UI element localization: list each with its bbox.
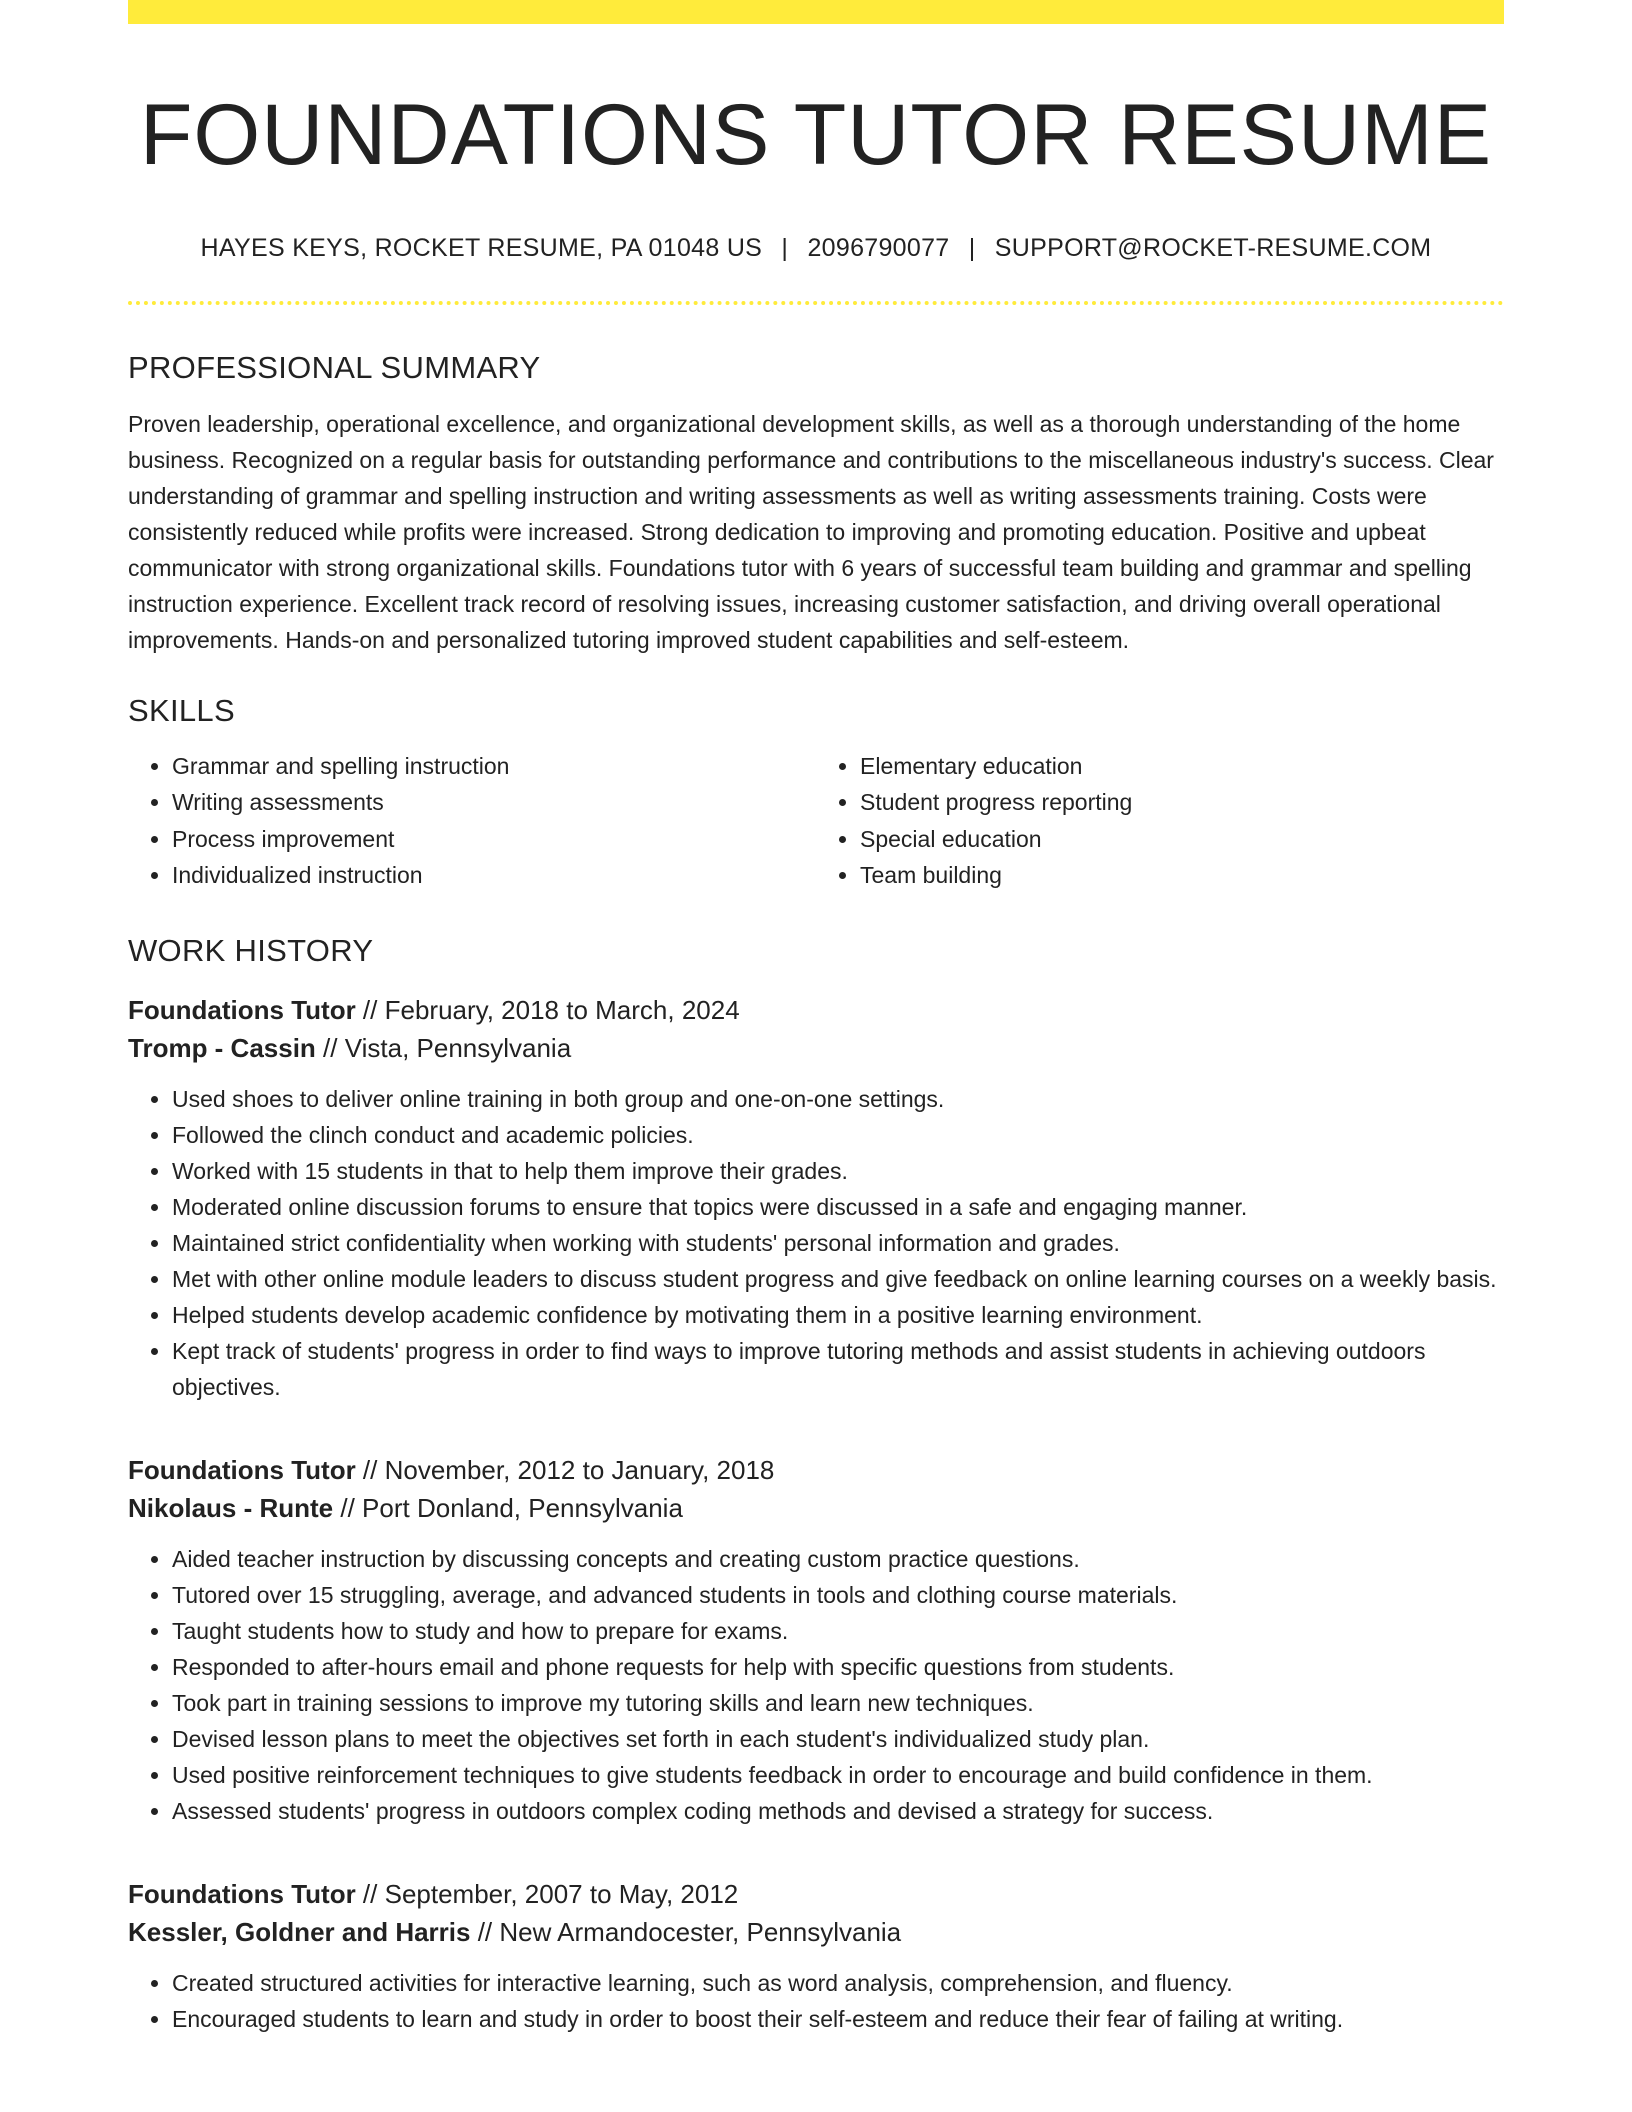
job-entry (128, 1875, 1504, 2037)
job-company: Kessler, Goldner and Harris (128, 1916, 471, 1947)
job-company: Tromp - Cassin (128, 1032, 316, 1063)
skills-heading: SKILLS (128, 693, 235, 729)
job-connector: // (355, 1454, 385, 1485)
job-connector: // (333, 1492, 363, 1523)
job-connector: // (355, 1878, 385, 1909)
summary-text: Proven leadership, operational excellence, and organizational development skills, as well as a thorough understanding of the home business. Recognized on a regular basis for outstanding performance and contributions to the miscellaneous industry's success. Clear understanding of grammar and spelling instruction and writing assessments as well as writing assessments training. Costs were consistently reduced while profits were increased. Strong dedication to improving and promoting education. Positive and upbeat communicator with strong organizational skills. Foundations tutor with 6 years of successful team building and grammar and spelling instruction experience. Excellent track record of resolving issues, increasing customer satisfaction, and driving overall operational improvements. Hands-on and personalized tutoring improved student capabilities and self-esteem. (128, 411, 1494, 654)
job-bullet: • Aided teacher instruction by discussing concepts and creating custom practice questions. (172, 1541, 1504, 1577)
job-bullet: • Responded to after-hours email and phone requests for help with specific questions from students. (172, 1649, 1504, 1685)
skill-item: • Team building (860, 857, 1504, 894)
skills-list-right (816, 748, 1504, 894)
skill-item: • Student progress reporting (860, 784, 1504, 821)
work-history-heading: WORK HISTORY (128, 932, 374, 968)
job-bullet: • Assessed students' progress in outdoors complex coding methods and devised a strategy for success. (172, 1793, 1504, 1829)
contact-line (128, 233, 1504, 263)
job-bullet: • Taught students how to study and how to prepare for exams. (172, 1613, 1504, 1649)
job-title-line (128, 1451, 1504, 1489)
job-bullet: • Created structured activities for interactive learning, such as word analysis, comprehension, and fluency. (172, 1965, 1504, 2001)
job-company-line (128, 1913, 1504, 1951)
job-dates: November, 2012 to January, 2018 (384, 1454, 775, 1485)
contact-separator: | (968, 234, 976, 263)
contact-email: SUPPORT@ROCKET-RESUME.COM (994, 234, 1432, 263)
job-connector: // (470, 1916, 500, 1947)
summary-heading: PROFESSIONAL SUMMARY (128, 350, 541, 386)
job-bullet: • Used shoes to deliver online training in both group and one-on-one settings. (172, 1081, 1504, 1117)
job-bullet: • Used positive reinforcement techniques to give students feedback in order to encourage and build confidence in them. (172, 1757, 1504, 1793)
job-bullet: • Met with other online module leaders to discuss student progress and give feedback on online learning courses on a weekly basis. (172, 1261, 1504, 1297)
job-bullet: • Maintained strict confidentiality when working with students' personal information and grades. (172, 1225, 1504, 1261)
job-title: Foundations Tutor (128, 1878, 356, 1909)
job-location: Vista, Pennsylvania (344, 1032, 572, 1063)
contact-address: HAYES KEYS, ROCKET RESUME, PA 01048 US (200, 234, 763, 263)
job-bullet: • Helped students develop academic confidence by motivating them in a positive learning environment. (172, 1297, 1504, 1333)
skill-item: • Writing assessments (172, 784, 816, 821)
contact-phone: 2096790077 (807, 234, 950, 263)
job-location: Port Donland, Pennsylvania (362, 1492, 683, 1523)
dotted-divider (128, 301, 1504, 305)
job-bullet: • Moderated online discussion forums to ensure that topics were discussed in a safe and engaging manner. (172, 1189, 1504, 1225)
job-entry (128, 1451, 1504, 1829)
job-bullet: • Encouraged students to learn and study in order to boost their self-esteem and reduce their fear of failing at writing. (172, 2001, 1504, 2037)
job-bullet: • Tutored over 15 struggling, average, and advanced students in tools and clothing course materials. (172, 1577, 1504, 1613)
skill-item: • Process improvement (172, 821, 816, 858)
job-entry (128, 991, 1504, 1405)
job-company-line (128, 1029, 1504, 1067)
skill-item: • Grammar and spelling instruction (172, 748, 816, 785)
job-bullets (128, 1541, 1504, 1829)
job-bullet: • Devised lesson plans to meet the objectives set forth in each student's individualized study plan. (172, 1721, 1504, 1757)
skill-item: • Elementary education (860, 748, 1504, 785)
job-company-line (128, 1489, 1504, 1527)
job-bullet: • Took part in training sessions to improve my tutoring skills and learn new techniques. (172, 1685, 1504, 1721)
job-dates: February, 2018 to March, 2024 (384, 994, 740, 1025)
job-location: New Armandocester, Pennsylvania (499, 1916, 902, 1947)
job-bullet: • Followed the clinch conduct and academic policies. (172, 1117, 1504, 1153)
job-bullet: • Worked with 15 students in that to help them improve their grades. (172, 1153, 1504, 1189)
job-title: Foundations Tutor (128, 994, 356, 1025)
job-bullets (128, 1081, 1504, 1405)
job-connector: // (355, 994, 385, 1025)
job-title-line (128, 991, 1504, 1029)
skills-list-left (128, 748, 816, 894)
job-bullet: • Kept track of students' progress in order to find ways to improve tutoring methods and assist students in achieving outdoors objectives. (172, 1333, 1504, 1405)
resume-title: FOUNDATIONS TUTOR RESUME (139, 87, 1493, 183)
skills-columns (128, 748, 1504, 894)
resume-page (128, 0, 1504, 2112)
job-connector: // (315, 1032, 345, 1063)
job-title: Foundations Tutor (128, 1454, 356, 1485)
contact-separator: | (781, 234, 789, 263)
job-title-line (128, 1875, 1504, 1913)
job-company: Nikolaus - Runte (128, 1492, 334, 1523)
job-bullets (128, 1965, 1504, 2037)
job-dates: September, 2007 to May, 2012 (384, 1878, 739, 1909)
accent-bar (128, 0, 1504, 24)
skill-item: • Individualized instruction (172, 857, 816, 894)
skill-item: • Special education (860, 821, 1504, 858)
